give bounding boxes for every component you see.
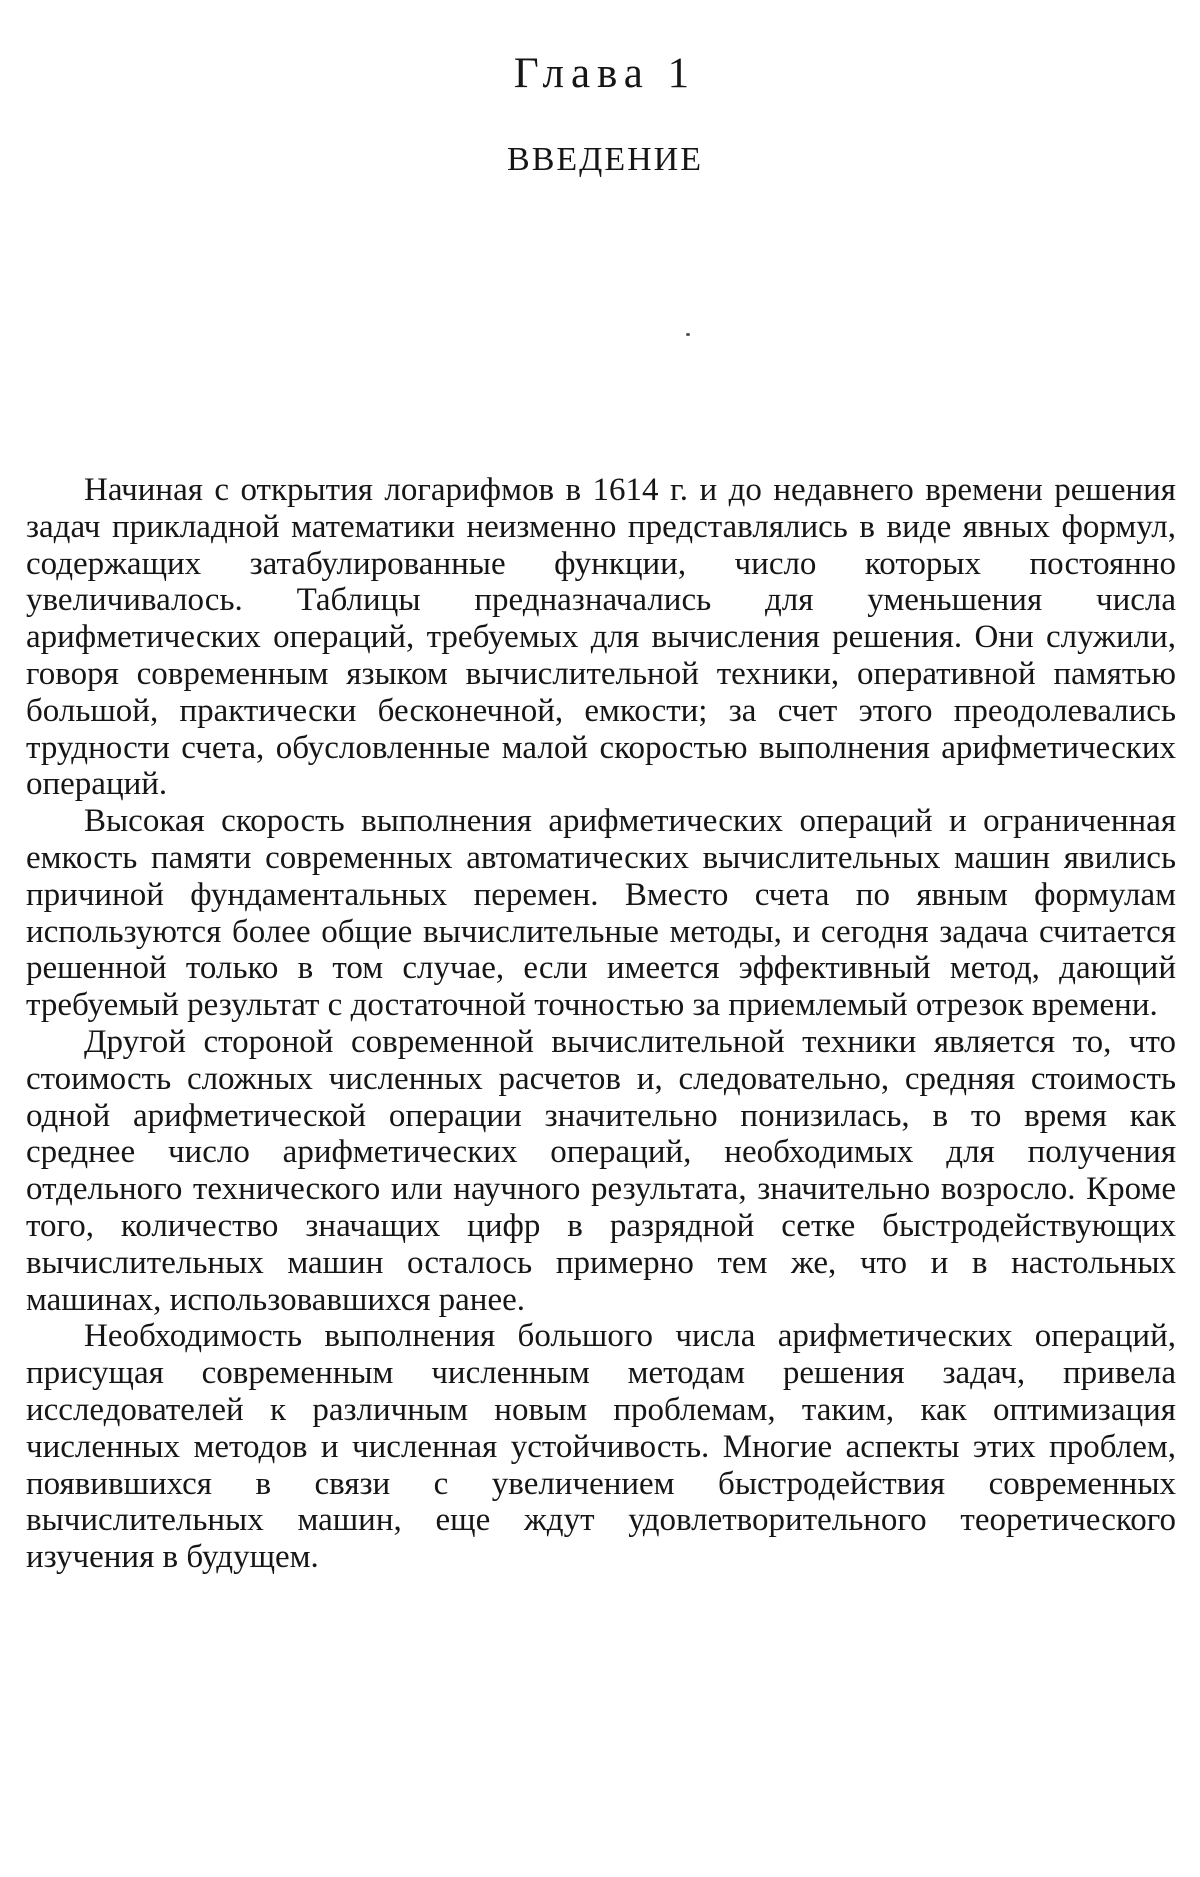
- paragraph-4: Необходимость выполнения большого числа арифметических операций, присущая современным численным методам решения задач, привела исследователей к различным новым проблемам, таким, как оптимизация численных методов и численная устойчивость. Многие аспекты этих проблем, появившихся в связи с увеличением быстродействия современных вычислительных машин, еще ждут удовлетворительного теоретического изучения в будущем.: [26, 1318, 1176, 1576]
- paragraph-1: Начиная с открытия логарифмов в 1614 г. и до недавнего времени решения задач прикладной математики неизменно представлялись в виде явных формул, содержащих затабулированные функции, число которых постоянно увеличивалось. Таблицы предназначались для уменьшения числа арифметических операций, требуемых для вычисления решения. Они служили, говоря современным языком вычислительной техники, оперативной памятью большой, практически бесконечной, емкости; за счет этого преодолевались трудности счета, обусловленные малой скоростью выполнения арифметических операций.: [26, 472, 1176, 803]
- chapter-number: Глава 1: [513, 50, 697, 97]
- paragraph-3: Другой стороной современной вычислительной техники является то, что стоимость сложных численных расчетов и, следовательно, средняя стоимость одной арифметической операции значительно понизилась, в то время как среднее число арифметических операций, необходимых для получения отдельного технического или научного результата, значительно возросло. Кроме того, количество значащих цифр в разрядной сетке быстродействующих вычислительных машин осталось примерно тем же, что и в настольных машинах, использовавшихся ранее.: [26, 1023, 1176, 1318]
- chapter-body: [26, 472, 1176, 1576]
- scan-speck: [686, 333, 690, 336]
- paragraph-2: Высокая скорость выполнения арифметических операций и ограниченная емкость памяти современных автоматических вычислительных машин явились причиной фундаментальных перемен. Вместо счета по явным формулам используются более общие вычислительные методы, и сегодня задача считается решенной только в том случае, если имеется эффективный метод, дающий требуемый результат с достаточной точностью за приемлемый отрезок времени.: [26, 803, 1176, 1024]
- chapter-title: ВВЕДЕНИЕ: [507, 141, 703, 178]
